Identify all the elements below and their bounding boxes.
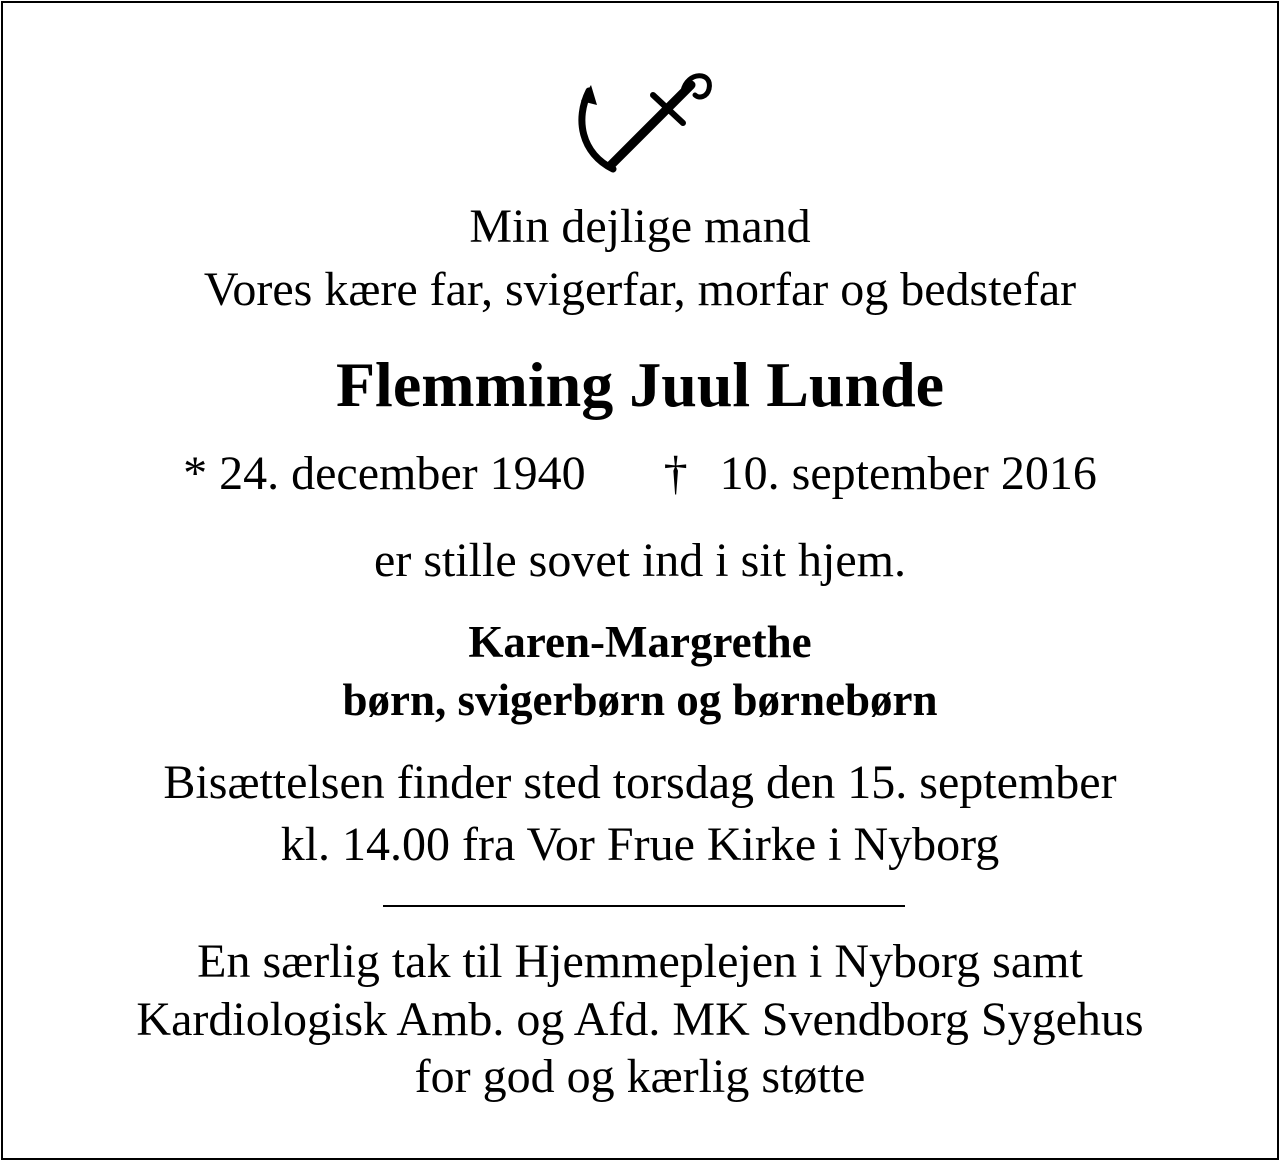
life-dates bbox=[3, 447, 1277, 500]
thanks-line-3: for god og kærlig støtte bbox=[414, 1050, 866, 1103]
death-date: 10. september 2016 bbox=[719, 447, 1097, 500]
divider-rule bbox=[383, 905, 905, 907]
obituary-notice bbox=[1, 1, 1279, 1160]
thanks-line-2: Kardiologisk Amb. og Afd. MK Svendborg Sygehus bbox=[136, 993, 1144, 1046]
signatory-line-2: børn, svigerbørn og børnebørn bbox=[342, 675, 938, 725]
funeral-line-2: kl. 14.00 fra Vor Frue Kirke i Nyborg bbox=[280, 818, 1000, 871]
message-line: er stille sovet ind i sit hjem. bbox=[374, 534, 906, 587]
thanks-line-1: En særlig tak til Hjemmeplejen i Nyborg samt bbox=[197, 935, 1083, 988]
intro-line-1: Min dejlige mand bbox=[469, 200, 811, 253]
funeral-line-1: Bisættelsen finder sted torsdag den 15. september bbox=[163, 756, 1117, 809]
anchor-icon bbox=[571, 61, 721, 179]
intro-line-2: Vores kære far, svigerfar, morfar og bedstefar bbox=[203, 263, 1077, 316]
death-symbol: † bbox=[663, 447, 688, 500]
birth-symbol: * bbox=[183, 447, 208, 500]
signatory-line-1: Karen-Margrethe bbox=[468, 617, 812, 667]
birth-date: 24. december 1940 bbox=[219, 447, 586, 500]
deceased-name: Flemming Juul Lunde bbox=[335, 349, 945, 420]
